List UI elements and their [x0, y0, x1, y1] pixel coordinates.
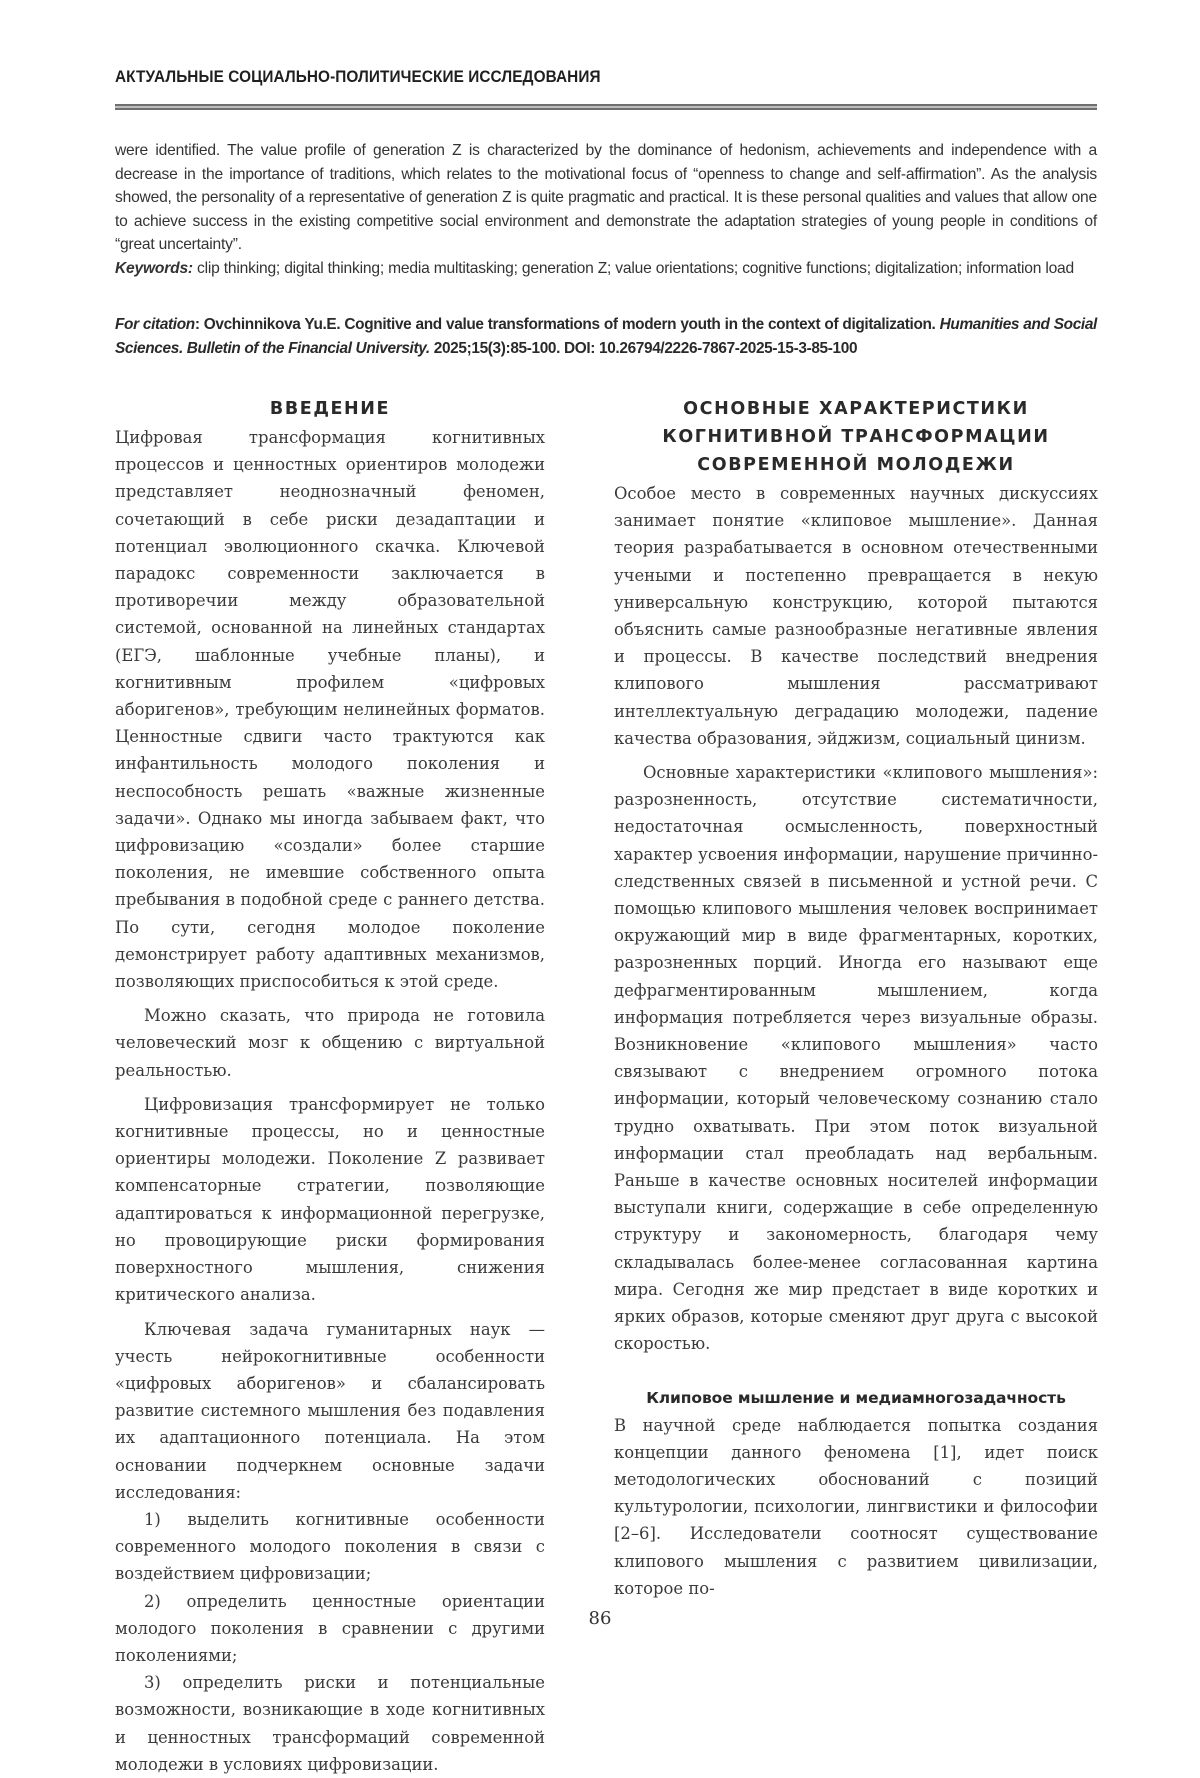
citation-label: For citation [115, 316, 195, 333]
section-title-line: КОГНИТИВНОЙ ТРАНСФОРМАЦИИ [662, 427, 1050, 447]
section-title-line: ОСНОВНЫЕ ХАРАКТЕРИСТИКИ [683, 399, 1029, 419]
page-number: 86 [588, 1608, 612, 1629]
keywords-label: Keywords: [115, 259, 193, 277]
section-title-introduction: ВВЕДЕНИЕ [269, 399, 391, 419]
keywords-list: clip thinking; digital thinking; media multitasking; generation Z; value orientations; cognitive functions; digitalization; information load [192, 259, 1074, 277]
paragraph: В научной среде наблюдается попытка создания концепции данного феномена [1], идет поиск методологических обоснований с позиций культурологии, психологии, лингвистики и философии [2–6]. Исследователи соотносят существование клипового мышления с развитием цивилизации, которое по- [614, 1415, 1098, 1598]
paragraph: Цифровизация трансформирует не только когнитивные процессы, но и ценностные ориентиры молодежи. Поколение Z развивает компенсаторные стратегии, позволяющие адаптироваться к информационной перегрузке, но провоцирующие риски формирования поверхностного мышления, снижения критического анализа. [115, 1094, 545, 1305]
citation-body: : Ovchinnikova Yu.E. Cognitive and value transformations of modern youth in the context of digitalization. [194, 316, 940, 333]
citation-journal: Humanities and Social Sciences. Bulletin of the Financial University. [115, 316, 1097, 357]
left-column [115, 396, 545, 1778]
keywords-line [115, 257, 1097, 281]
citation-block [115, 313, 1097, 360]
paragraph: Особое место в современных научных дискуссиях занимает понятие «клиповое мышление». Данная теория разрабатывается в основном отечественными учеными и постепенно превращается в некую универсальную конструкцию, которой пытаются объяснить самые разнообразные негативные явления и процессы. В качестве последствий внедрения клипового мышления рассматривают интеллектуальную деградацию молодежи, падение качества образования, эйджизм, социальный цинизм. [614, 484, 1098, 748]
abstract-block [115, 139, 1097, 280]
subsection-title: Клиповое мышление и медиамногозадачность [646, 1388, 1066, 1407]
paragraph: Основные характеристики «клипового мышления»: разрозненность, отсутствие систематичности, недостаточная осмысленность, поверхностный характер усвоения информации, нарушение причинно-следственных связей в письменной и устной речи. С помощью клипового мышления человек воспринимает окружающий мир в виде фрагментарных, коротких, разрозненных порций. Иногда его называют еще дефрагментированным мышлением, когда информация потребляется через визуальные образы. Возникновение «клипового мышления» часто связывают с внедрением огромного потока информации, который человеческому сознанию стало трудно охватывать. При этом поток визуальной информации стал преобладать над вербальным. Раньше в качестве основных носителей информации выступали книги, содержащие в себе определенную структуру и закономерность, благодаря чему складывалась более-менее согласованная картина мира. Сегодня же мир предстает в виде коротких и ярких образов, которые сменяют друг друга с высокой скоростью. [614, 763, 1098, 1354]
paragraph: Можно сказать, что природа не готовила человеческий мозг к общению с виртуальной реальностью. [115, 1006, 545, 1080]
list-item: 3) определить риски и потенциальные возможности, возникающие в ходе когнитивных и ценностных трансформаций современной молодежи в условиях цифровизации. [115, 1673, 545, 1774]
header-rule [115, 104, 1097, 110]
section-title-line: СОВРЕМЕННОЙ МОЛОДЕЖИ [697, 455, 1015, 475]
abstract-text: were identified. The value profile of generation Z is characterized by the dominance of hedonism, achievements and independence with a decrease in the importance of traditions, which relates to the motivational focus of “openness to change and self-affirmation”. As the analysis showed, the personality of a representative of generation Z is quite pragmatic and practical. It is these personal qualities and values that allow one to achieve success in the existing competitive social environment and demonstrate the adaptation strategies of young people in conditions of “great uncertainty”. [115, 142, 1097, 253]
citation-details: 2025;15(3):85-100. DOI: 10.26794/2226-7867-2025-15-3-85-100 [429, 339, 858, 357]
paragraph: Ключевая задача гуманитарных наук — учесть нейрокогнитивные особенности «цифровых аборигенов» и сбалансировать развитие системного мышления без подавления их адаптационного потенциала. На этом основании подчеркнем основные задачи исследования: [115, 1319, 545, 1502]
running-title: АКТУАЛЬНЫЕ СОЦИАЛЬНО-ПОЛИТИЧЕСКИЕ ИССЛЕДОВАНИЯ [115, 68, 601, 86]
paragraph: Цифровая трансформация когнитивных процессов и ценностных ориентиров молодежи представляет неоднозначный феномен, сочетающий в себе риски дезадаптации и потенциал эволюционного скачка. Ключевой парадокс современности заключается в противоречии между образовательной системой, основанной на линейных стандартах (ЕГЭ, шаблонные учебные планы), и когнитивным профилем «цифровых аборигенов», требующим нелинейных форматов. Ценностные сдвиги часто трактуются как инфантильность молодого поколения и неспособность решать «важные жизненные задачи». Однако мы иногда забываем факт, что цифровизацию «создали» более старшие поколения, не имевшие собственного опыта пребывания в подобной среде с раннего детства. По сути, сегодня молодое поколение демонстрирует работу адаптивных механизмов, позволяющих приспособиться к этой среде. [115, 428, 545, 992]
list-item: 2) определить ценностные ориентации молодого поколения в сравнении с другими поколениями; [115, 1591, 545, 1665]
right-column [614, 396, 1098, 1602]
list-item: 1) выделить когнитивные особенности современного молодого поколения в связи с воздействием цифровизации; [115, 1509, 545, 1584]
